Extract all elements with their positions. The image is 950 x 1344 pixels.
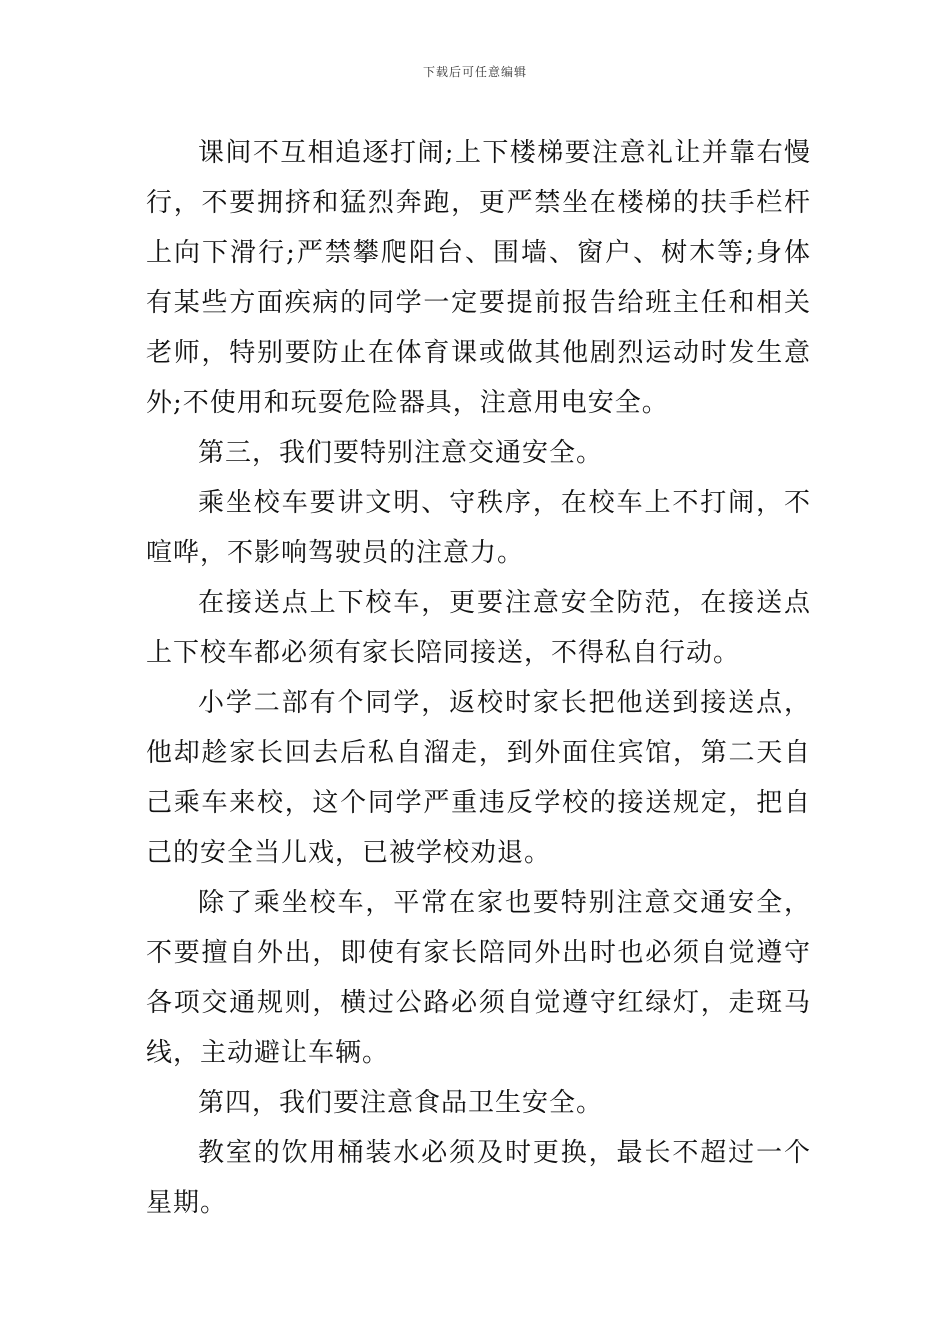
paragraph-school-bus-conduct: 乘坐校车要讲文明、守秩序，在校车上不打闹，不喧哗，不影响驾驶员的注意力。 [146, 488, 811, 568]
document-body [146, 128, 811, 1228]
paragraph-heading-traffic: 第三，我们要特别注意交通安全。 [198, 438, 604, 468]
paragraph-home-traffic: 除了乘坐校车，平常在家也要特别注意交通安全，不要擅自外出，即使有家长陪同外出时也必须自觉遵守各项交通规则，横过公路必须自觉遵守红绿灯，走斑马线，主动避让车辆。 [146, 888, 811, 1068]
paragraph-water: 教室的饮用桶装水必须及时更换，最长不超过一个星期。 [146, 1138, 811, 1218]
paragraph-heading-food: 第四，我们要注意食品卫生安全。 [198, 1088, 604, 1118]
page-header-note: 下载后可任意编辑 [422, 65, 527, 79]
paragraph-student-case: 小学二部有个同学，返校时家长把他送到接送点，他却趁家长回去后私自溜走，到外面住宾馆，第二天自己乘车来校，这个同学严重违反学校的接送规定，把自己的安全当儿戏，已被学校劝退。 [146, 688, 811, 868]
paragraph-pickup-point: 在接送点上下校车，更要注意安全防范，在接送点上下校车都必须有家长陪同接送，不得私自行动。 [146, 588, 811, 668]
paragraph-safety-rules: 课间不互相追逐打闹;上下楼梯要注意礼让并靠右慢行，不要拥挤和猛烈奔跑，更严禁坐在楼梯的扶手栏杆上向下滑行;严禁攀爬阳台、围墙、窗户、树木等;身体有某些方面疾病的同学一定要提前报告给班主任和相关老师，特别要防止在体育课或做其他剧烈运动时发生意外;不使用和玩耍危险器具，注意用电安全。 [146, 138, 811, 418]
